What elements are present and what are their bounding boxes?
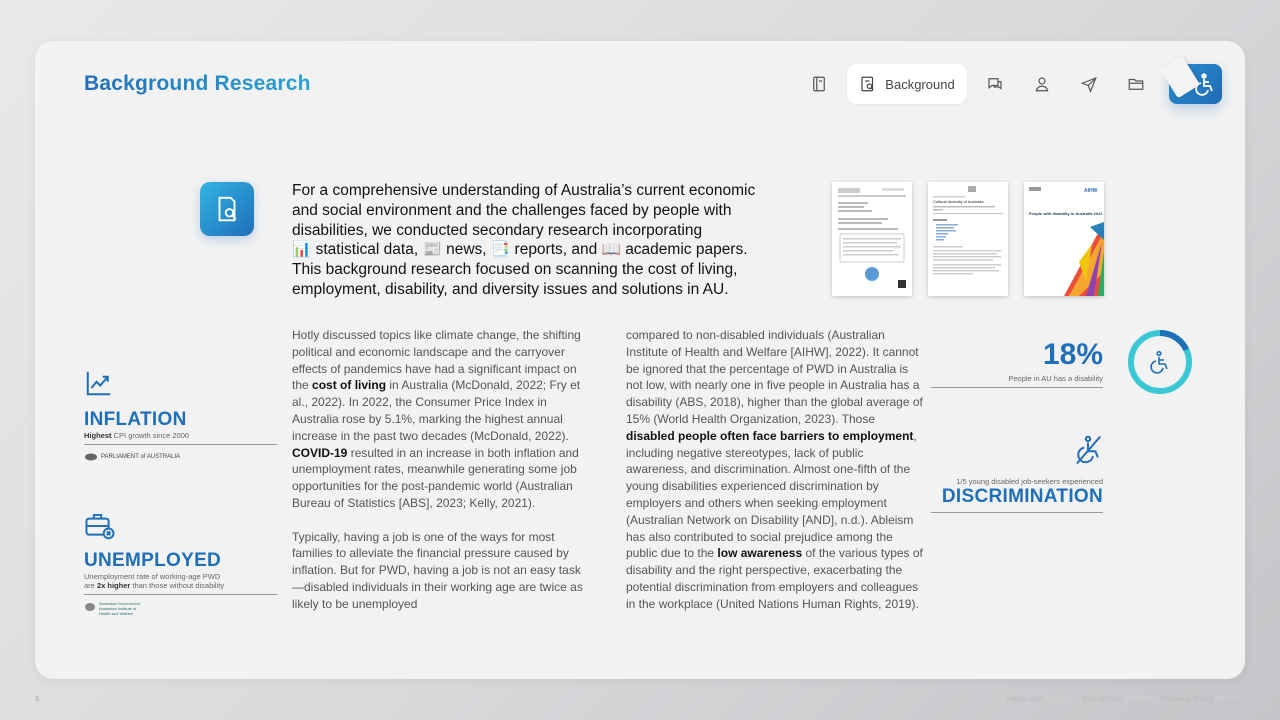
trend-up-icon: [84, 368, 114, 398]
brand-logo[interactable]: [1169, 64, 1222, 104]
inflation-caption: [84, 431, 277, 440]
gov-crest-icon: [84, 601, 96, 613]
col1-text-c: in Australia (McDonald, 2022; Fry et al., 2022). In 2022, the Consumer Price Index in Australia rose by 5.1%, marking the highest annual increase in the past two decades (McDonald, 2022).: [292, 378, 581, 443]
intro-paragraph: [292, 181, 772, 300]
page-number: 3: [35, 696, 39, 703]
inflation-divider: [84, 444, 277, 445]
col1-text-a: Hotly discussed topics like climate change, the shifting political and economic landscape and the carryover effects of pandemics have had a significant impact on the: [292, 328, 581, 393]
unemployed-stat: [84, 511, 277, 616]
discrimination-divider: [931, 512, 1103, 513]
col2-text-d: of the various types of disability and the right perspective, exacerbating the potential discrimination from employers and colleagues in the workplace (United Nations Human Rights, 2019).: [626, 546, 923, 611]
intro-stat-data: statistical data,: [315, 241, 419, 259]
ring-fill-arc: [1160, 333, 1186, 350]
thumbnail-aihw-report[interactable]: [1024, 182, 1104, 296]
unemployed-caption-bold: 2x higher: [96, 581, 131, 590]
unemployed-caption-2a: are: [84, 581, 95, 590]
intro-reports: reports, and: [514, 241, 598, 259]
author-1: Haiyan Gao: [1006, 696, 1044, 703]
body-column-2: [626, 327, 926, 613]
discrimination-stat: [931, 434, 1103, 513]
inflation-caption-bold: Highest: [84, 431, 112, 440]
briefcase-x-icon: [84, 511, 116, 541]
col1-covid: COVID-19: [292, 445, 348, 460]
nav-send[interactable]: [1070, 64, 1108, 104]
thumbnail-un-report[interactable]: [832, 182, 912, 296]
aihw-name-text: Australian Institute of Health and Welfare: [99, 606, 137, 616]
parliament-logo: [84, 453, 277, 461]
col2-text-a: compared to non-disabled individuals (Australian Institute of Health and Welfare [AIHW], 2022). It cannot be ignored that the percentage of PWD in Australia is not low, with nearly one in five people in Australia has a disability (ABS, 2018), higher than the global average of 15% (World Health Organization, 2023). Those: [626, 328, 923, 426]
body-column-1: [292, 327, 592, 613]
col2-text-c: , including negative stereotypes, lack of public awareness, and discrimination. Almost one-fifth of the young disabilities experienced discrimination by employers and others when seeking employment (Australian Network on Disability [AND], n.d.). Ableism has also contributed to social prejudice among the public due to the: [626, 428, 917, 561]
research-doc-icon: [200, 182, 254, 236]
coat-of-arms-icon: [84, 453, 98, 461]
unemployed-label: UNEMPLOYED: [84, 550, 222, 571]
nav-person[interactable]: [1023, 64, 1061, 104]
news-emoji-icon: 📰: [422, 241, 442, 259]
parliament-text: PARLIAMENT of AUSTRALIA: [101, 454, 181, 460]
author-3-id: yzha7774: [1214, 696, 1245, 703]
author-3: Yancheng Zhang: [1159, 696, 1213, 703]
inflation-stat: [84, 368, 277, 461]
aihw-gov-text: Australian Government: [99, 601, 140, 606]
col1-cost-of-living: cost of living: [312, 378, 387, 393]
nav-chat[interactable]: [976, 64, 1014, 104]
author-2-id: efen3913: [1124, 696, 1154, 703]
thumbnail-aihw-brand: AIHW: [1084, 188, 1098, 194]
user-icon: [1033, 75, 1051, 93]
intro-news: news,: [446, 241, 487, 259]
authors-footer: Haiyan Gao hgao0237 · Entong Feng efen3913 · Yancheng Zhang yzha7774: [1006, 696, 1245, 703]
unemployed-divider: [84, 594, 277, 595]
nav-book[interactable]: [800, 64, 838, 104]
chat-icon: [986, 75, 1004, 93]
thumbnail-cultural-diversity[interactable]: [928, 182, 1008, 296]
intro-papers: academic papers.: [625, 241, 748, 259]
inflation-label: INFLATION: [84, 409, 187, 430]
document-search-icon: [859, 75, 877, 93]
intro-line1: For a comprehensive understanding of Australia’s current economic and social environment and the challenges faced by people with disabilities, we conducted secondary research incorporating: [292, 182, 756, 239]
top-nav: [800, 64, 1164, 104]
nav-background-label: Background: [885, 76, 955, 92]
aihw-logo: [84, 601, 277, 616]
col2-barriers: disabled people often face barriers to employment: [626, 428, 914, 443]
disability-percent-caption: People in AU has a disability: [1008, 374, 1103, 383]
disability-percent-value: 18%: [1042, 338, 1103, 371]
inflation-caption-text: CPI growth since 2000: [113, 431, 190, 440]
nav-background[interactable]: [847, 64, 967, 104]
discrimination-label: DISCRIMINATION: [941, 486, 1103, 507]
wheelchair-ring-icon: [1151, 352, 1167, 373]
reports-emoji-icon: 📑: [490, 241, 511, 259]
author-1-id: hgao0237: [1045, 696, 1077, 703]
unemployed-caption-2b: than those without disability: [132, 581, 225, 590]
col2-low-awareness: low awareness: [717, 546, 803, 561]
unemployed-caption-1: Unemployment rate of working-age PWD: [84, 572, 221, 581]
page-title: Background Research: [84, 72, 311, 95]
chart-emoji-icon: 📊: [292, 241, 312, 259]
thumbnail-title-2: Cultural diversity of Australia: [933, 199, 984, 204]
col1-text-d: resulted in an increase in both inflation and unemployment rates, meanwhile generating some job opportunities for the post-pandemic world (Australian Bureau of Statistics [ABS], 2023; Kelly, 2021).: [292, 445, 579, 510]
send-icon: [1080, 75, 1098, 93]
book-icon: [810, 75, 828, 93]
author-2: Entong Feng: [1082, 696, 1123, 703]
disability-percent-stat: [931, 338, 1103, 388]
nav-folder[interactable]: [1117, 64, 1155, 104]
papers-emoji-icon: 📖: [601, 241, 621, 259]
no-wheelchair-icon: [1073, 434, 1103, 466]
thumbnail-title-3: People with disability in Australia 2022: [1029, 211, 1103, 216]
unemployed-caption-2: [84, 581, 277, 590]
folder-icon: [1127, 75, 1145, 93]
intro-line2: This background research focused on scanning the cost of living, employment, disability, and diversity issues and solutions in AU.: [292, 261, 738, 298]
disability-ring-chart: [1126, 328, 1194, 396]
discrimination-caption: 1/5 young disabled job-seekers experienced: [956, 477, 1103, 486]
disability-divider: [931, 387, 1103, 388]
col1-paragraph-2: Typically, having a job is one of the ways for most families to alleviate the financial pressure caused by inflation. But for PWD, having a job is not an easy task—disabled individuals in their working age are twice as likely to be unemployed: [292, 529, 583, 611]
